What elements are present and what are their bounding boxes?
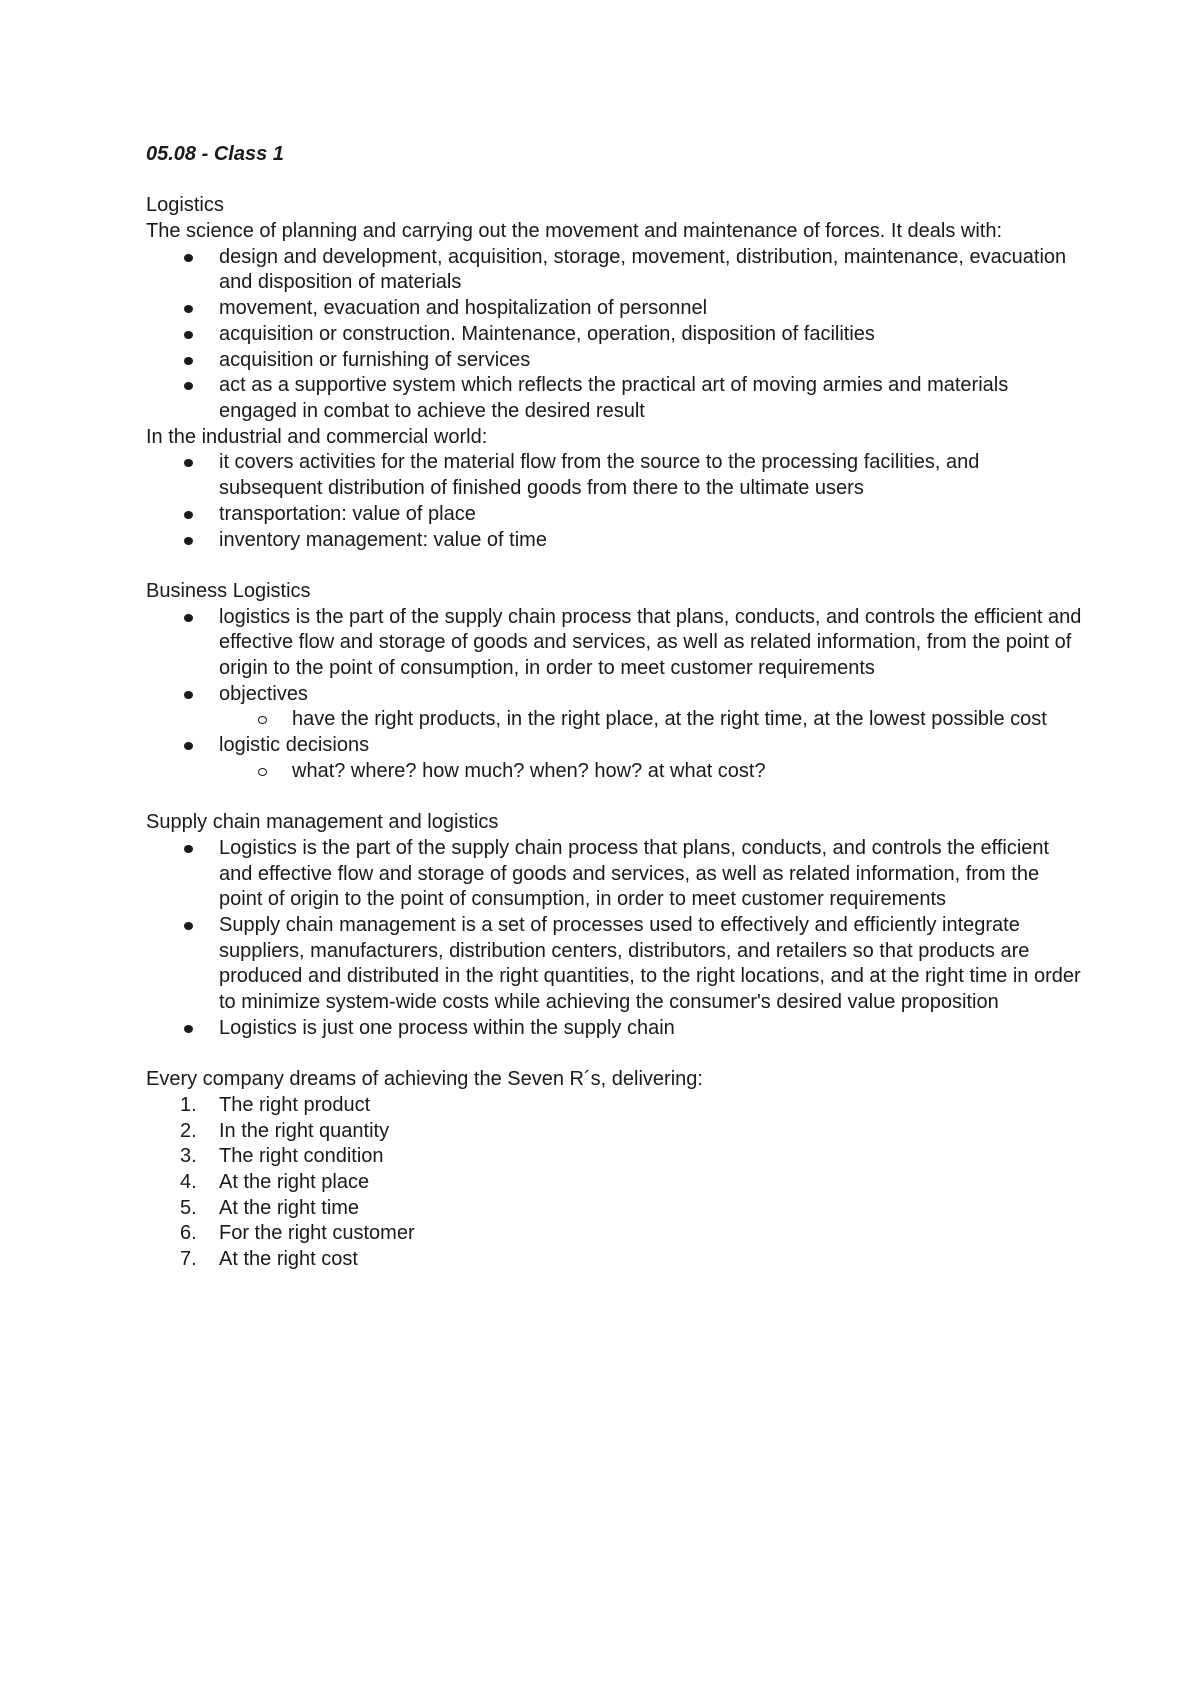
list-item: transportation: value of place — [146, 502, 1086, 528]
list-item: Logistics is the part of the supply chain process that plans, conducts, and controls the efficient and effective flow and storage of goods and services, as well as related information, from the point of origin to the point of consumption, in order to meet customer requirements — [146, 836, 1086, 913]
item-text: In the right quantity — [219, 1119, 390, 1142]
numbered-item — [146, 1196, 1086, 1222]
list-item: acquisition or furnishing of services — [146, 348, 1086, 374]
list-item: objectives — [146, 682, 1086, 708]
blank-line — [146, 1042, 1086, 1068]
item-text: The right condition — [219, 1145, 384, 1168]
supply-chain-list — [146, 836, 1086, 1042]
list-item: inventory management: value of time — [146, 528, 1086, 554]
document-page — [146, 142, 1086, 1273]
business-logistics-list — [146, 605, 1086, 785]
seven-rs-heading: Every company dreams of achieving the Seven R´s, delivering: — [146, 1068, 703, 1091]
logistics-heading: Logistics — [146, 194, 224, 217]
list-item: logistic decisions — [146, 733, 1086, 759]
list-item: movement, evacuation and hospitalization of personnel — [146, 296, 1086, 322]
numbered-item — [146, 1221, 1086, 1247]
list-item: it covers activities for the material flow from the source to the processing facilities, and subsequent distribution of finished goods from there to the ultimate users — [146, 450, 1086, 501]
sub-list-item: have the right products, in the right place, at the right time, at the lowest possible cost — [146, 707, 1086, 733]
business-logistics-heading: Business Logistics — [146, 579, 311, 602]
blank-line — [146, 168, 1086, 194]
item-text: At the right cost — [219, 1248, 358, 1271]
numbered-item — [146, 1093, 1086, 1119]
item-number: 1. — [180, 1093, 197, 1116]
item-number: 3. — [180, 1145, 197, 1168]
item-text: At the right place — [219, 1171, 370, 1194]
numbered-item — [146, 1119, 1086, 1145]
supply-chain-heading: Supply chain management and logistics — [146, 811, 499, 834]
blank-line — [146, 785, 1086, 811]
numbered-item — [146, 1170, 1086, 1196]
list-item: act as a supportive system which reflects the practical art of moving armies and materials engaged in combat to achieve the desired result — [146, 373, 1086, 424]
item-number: 5. — [180, 1196, 197, 1219]
list-item: design and development, acquisition, storage, movement, distribution, maintenance, evacuation and disposition of materials — [146, 245, 1086, 296]
sub-list-item: what? where? how much? when? how? at what cost? — [146, 759, 1086, 785]
logistics-list — [146, 245, 1086, 425]
list-item: acquisition or construction. Maintenance, operation, disposition of facilities — [146, 322, 1086, 348]
item-text: For the right customer — [219, 1222, 415, 1245]
list-item: logistics is the part of the supply chain process that plans, conducts, and controls the efficient and effective flow and storage of goods and services, as well as related information, from the point of origin to the point of consumption, in order to meet customer requirements — [146, 605, 1086, 682]
document-title: 05.08 - Class 1 — [146, 143, 284, 165]
numbered-item — [146, 1247, 1086, 1273]
item-number: 6. — [180, 1222, 197, 1245]
blank-line — [146, 553, 1086, 579]
list-item: Logistics is just one process within the supply chain — [146, 1016, 1086, 1042]
item-number: 2. — [180, 1119, 197, 1142]
industrial-list — [146, 450, 1086, 553]
item-text: The right product — [219, 1093, 371, 1116]
industrial-intro: In the industrial and commercial world: — [146, 425, 488, 448]
item-number: 4. — [180, 1171, 197, 1194]
item-text: At the right time — [219, 1196, 360, 1219]
seven-rs-list — [146, 1093, 1086, 1273]
numbered-item — [146, 1144, 1086, 1170]
list-item: Supply chain management is a set of processes used to effectively and efficiently integrate suppliers, manufacturers, distribution centers, distributors, and retailers so that products are produced and distributed in the right quantities, to the right locations, and at the right time in order to minimize system-wide costs while achieving the consumer's desired value proposition — [146, 913, 1086, 1016]
item-number: 7. — [180, 1248, 197, 1271]
logistics-intro: The science of planning and carrying out the movement and maintenance of forces. It deals with: — [146, 220, 1003, 243]
